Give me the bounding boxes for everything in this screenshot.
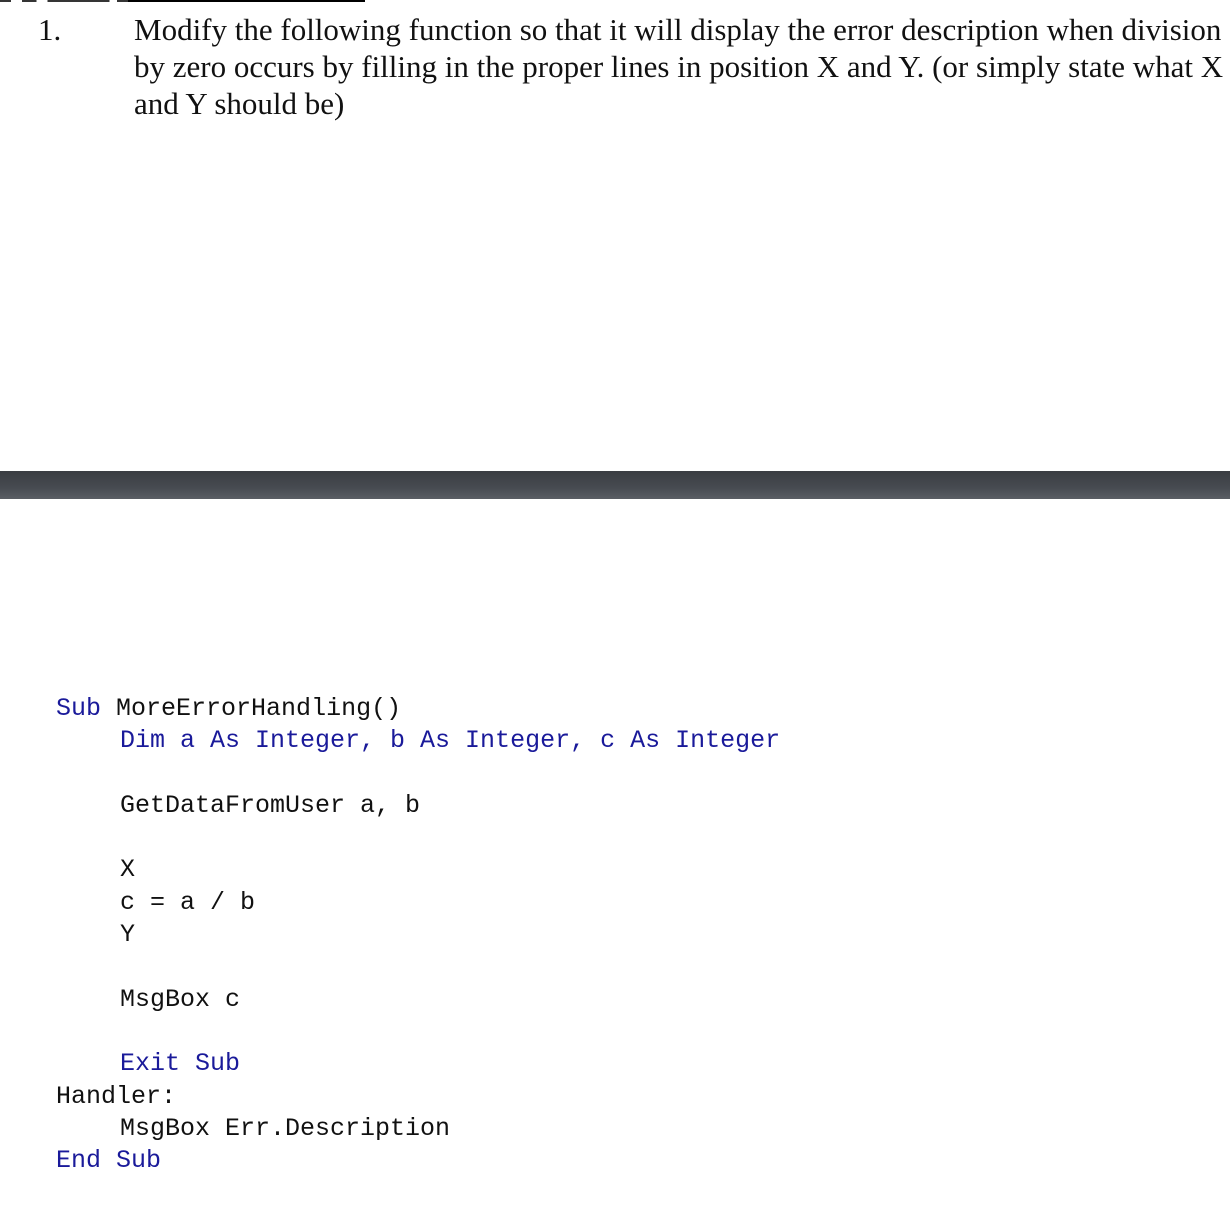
code-line-x: X <box>120 855 136 885</box>
code-line-blank <box>56 1016 780 1048</box>
code-line-msgbox: MsgBox c <box>120 984 241 1014</box>
keyword-sub: Sub <box>56 694 102 723</box>
code-line-blank <box>56 822 780 854</box>
cropped-section-heading <box>0 0 365 3</box>
code-line-dim: Dim a As Integer, b As Integer, c As Integer <box>120 726 781 756</box>
code-line-msgbox-err: MsgBox Err.Description <box>120 1113 451 1143</box>
code-block <box>56 693 780 1177</box>
code-line-y: Y <box>120 920 136 950</box>
code-line-blank <box>56 758 780 790</box>
code-line-getdata: GetDataFromUser a, b <box>120 790 421 820</box>
code-line-blank <box>56 951 780 983</box>
heading-underline <box>128 0 365 2</box>
question-number: 1. <box>38 12 62 47</box>
code-line-division: c = a / b <box>120 887 256 917</box>
question-text: Modify the following function so that it will display the error description when division by zero occurs by filling in the proper lines in position X and Y. (or simply state what X and Y should be) <box>134 12 1224 121</box>
divider-bar <box>0 471 1230 499</box>
code-line-handler-label: Handler: <box>56 1081 177 1111</box>
sub-name: MoreErrorHandling() <box>116 694 402 723</box>
code-line-end-sub: End Sub <box>56 1146 162 1176</box>
code-line-sub <box>56 693 780 725</box>
code-line-exit-sub: Exit Sub <box>120 1049 241 1079</box>
